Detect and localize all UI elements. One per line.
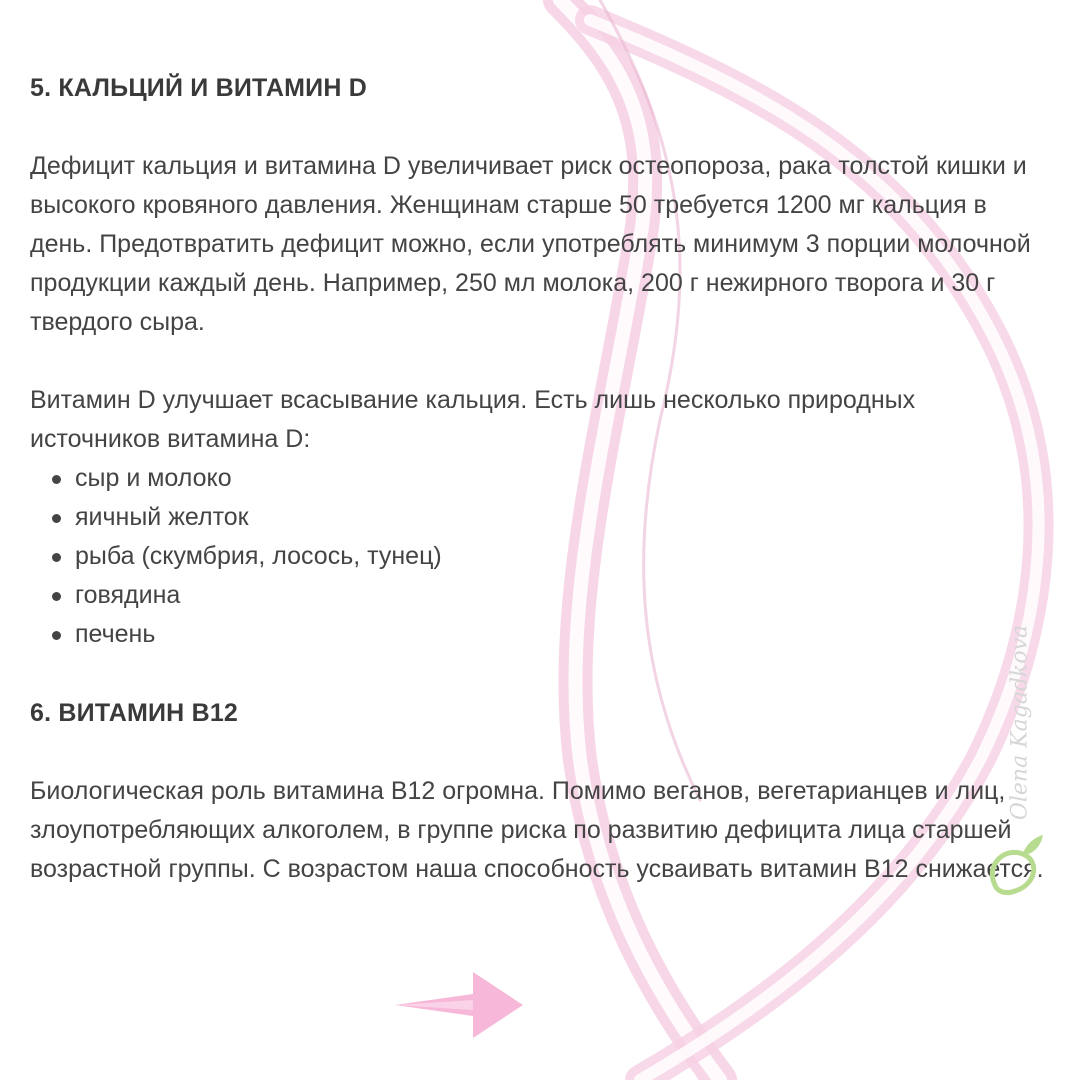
list-item: [30, 615, 1050, 654]
list-item-text: яичный желток: [75, 503, 249, 531]
list-item: [30, 459, 1050, 498]
content-area: [30, 68, 1050, 889]
signature-watermark: [1000, 600, 1060, 900]
section-5-title: 5. КАЛЬЦИЙ И ВИТАМИН D: [30, 74, 368, 102]
list-item: [30, 537, 1050, 576]
bullet-dot-icon: [52, 553, 61, 562]
section-6-title: 6. ВИТАМИН B12: [30, 699, 239, 727]
section-5-paragraph-1: Дефицит кальция и витамина D увеличивает риск остеопороза, рака толстой кишки и высокого кровяного давления. Женщинам старше 50 требуется 1200 мг кальция в день. Предотвратить дефицит можно, если употреблять минимум 3 порции молочной продукции каждый день. Например, 250 мл молока, 200 г нежирного творога и 30 г твердого сыра.: [30, 152, 1031, 336]
list-item-text: печень: [75, 620, 156, 648]
list-item-text: рыба (скумбрия, лосось, тунец): [75, 542, 442, 570]
list-item: [30, 576, 1050, 615]
arrow-right-icon[interactable]: [395, 970, 525, 1040]
bullet-dot-icon: [52, 592, 61, 601]
bullet-dot-icon: [52, 475, 61, 484]
bullet-dot-icon: [52, 514, 61, 523]
signature-text: Olena Kagadkova: [1007, 624, 1033, 821]
section-5-paragraph-2: Витамин D улучшает всасывание кальция. Есть лишь несколько природных источников витамина D:: [30, 386, 916, 453]
section-6-paragraph-1: Биологическая роль витамина B12 огромна. Помимо веганов, вегетарианцев и лиц, злоупотребляющих алкоголем, в группе риска по развитию дефицита лица старшей возрастной группы. С возрастом наша способность усваивать витамин B12 снижается.: [30, 777, 1044, 883]
list-item-text: говядина: [75, 581, 181, 609]
list-item: [30, 498, 1050, 537]
list-item-text: сыр и молоко: [75, 464, 232, 492]
bullet-dot-icon: [52, 631, 61, 640]
vitamin-d-sources-list: [30, 459, 1050, 654]
leaf-logo-icon: [985, 825, 1045, 905]
